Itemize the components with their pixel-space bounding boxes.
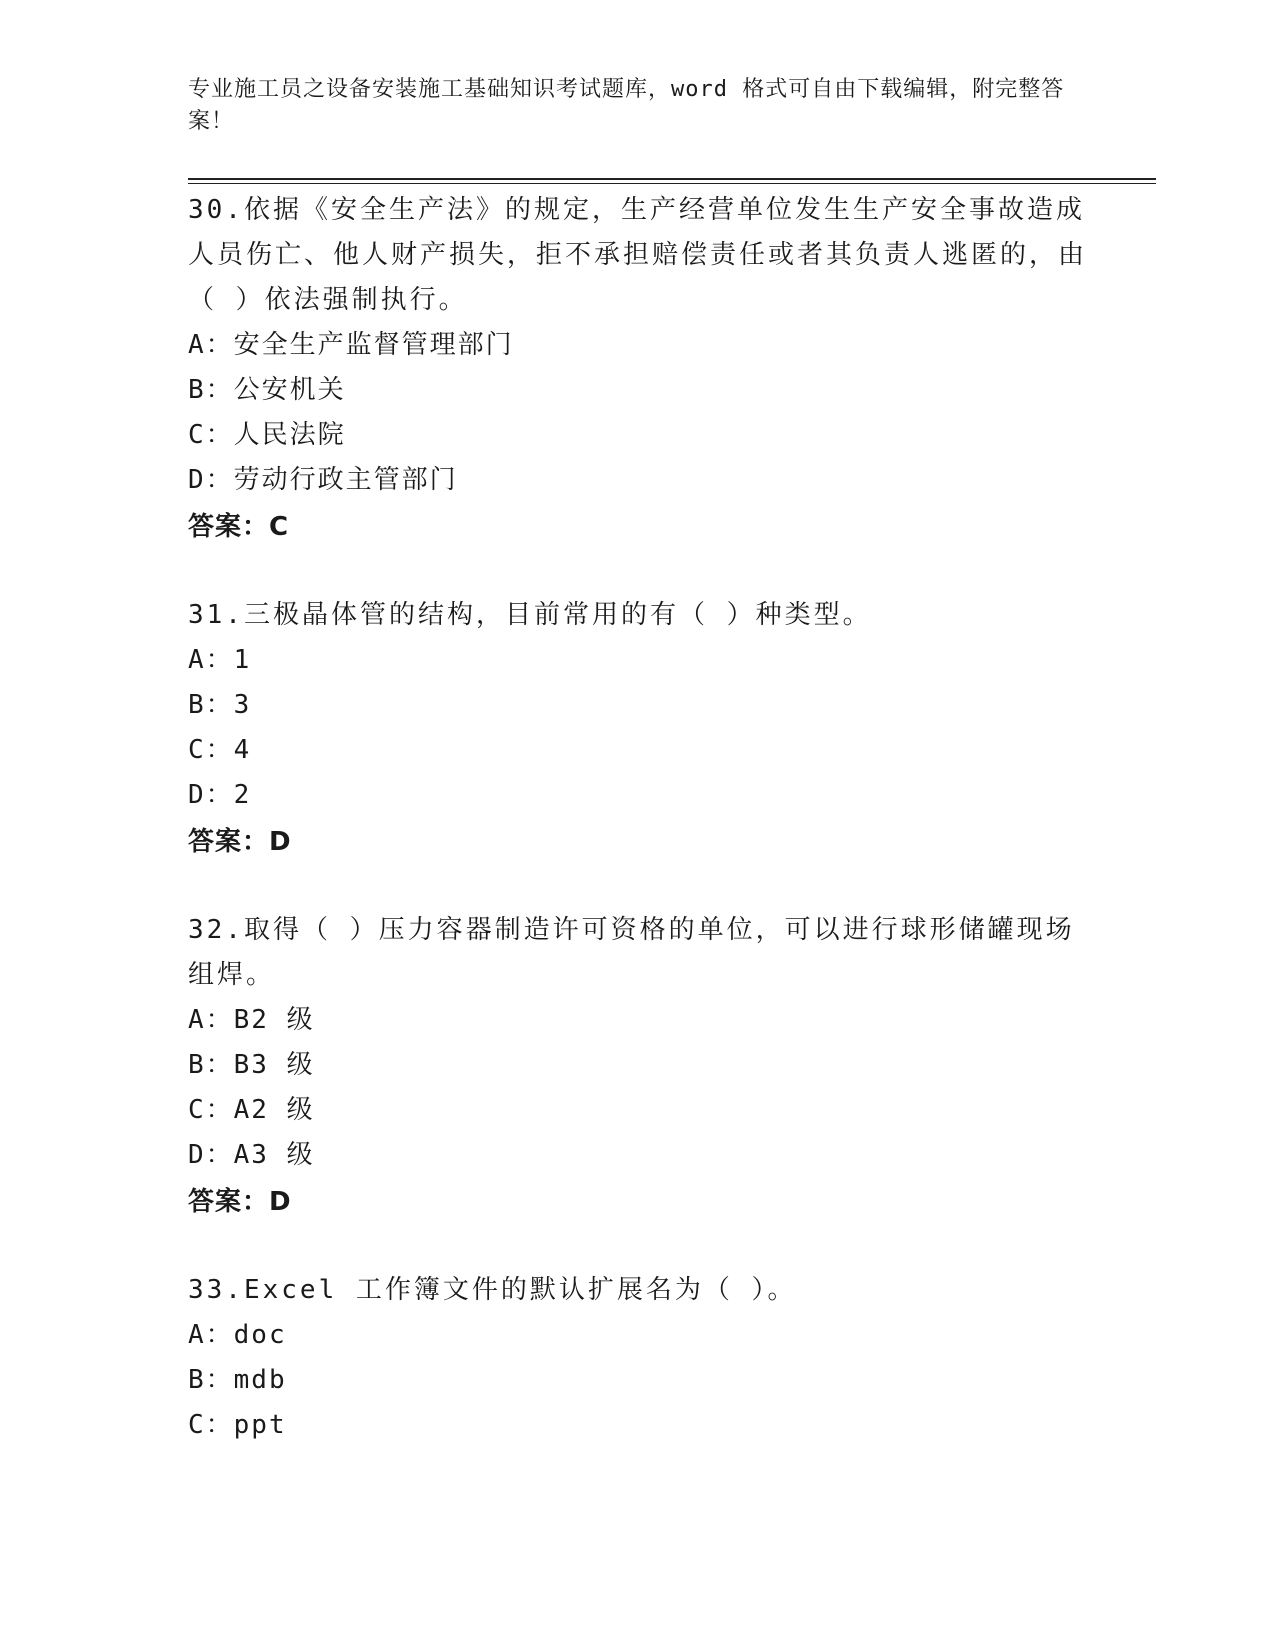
answer: 答案：D	[188, 827, 292, 857]
question-list	[188, 188, 1088, 1490]
question-33	[188, 1268, 1088, 1448]
option-label: A：	[188, 330, 234, 360]
option-text: 劳动行政主管部门	[233, 465, 458, 495]
question-text: 32.取得（ ）压力容器制造许可资格的单位，可以进行球形储罐现场组焊。	[188, 915, 1075, 990]
option-c	[188, 728, 1088, 773]
answer: 答案：D	[188, 1187, 292, 1217]
option-label: D：	[188, 1140, 234, 1170]
option-a	[188, 1313, 1088, 1358]
option-label: C：	[188, 420, 234, 450]
option-label: C：	[188, 1095, 234, 1125]
question-30	[188, 188, 1088, 551]
option-b	[188, 368, 1088, 413]
header-divider-thin	[188, 183, 1156, 184]
option-text: mdb	[233, 1365, 287, 1395]
option-b	[188, 1043, 1088, 1088]
option-text: 1	[233, 645, 252, 675]
option-text: B2 级	[233, 1005, 315, 1035]
question-text: 33.Excel 工作簿文件的默认扩展名为（ ）。	[188, 1275, 797, 1305]
option-c	[188, 1088, 1088, 1133]
option-d	[188, 1133, 1088, 1178]
option-label: A：	[188, 1005, 234, 1035]
header-divider-thick	[188, 178, 1156, 180]
option-a	[188, 323, 1088, 368]
option-text: 4	[233, 735, 252, 765]
option-label: A：	[188, 1320, 234, 1350]
option-label: B：	[188, 690, 234, 720]
option-a	[188, 998, 1088, 1043]
option-d	[188, 458, 1088, 503]
option-text: ppt	[233, 1410, 287, 1440]
option-a	[188, 638, 1088, 683]
option-label: C：	[188, 735, 234, 765]
option-b	[188, 683, 1088, 728]
option-text: doc	[233, 1320, 287, 1350]
option-c	[188, 413, 1088, 458]
option-label: D：	[188, 465, 234, 495]
question-32	[188, 908, 1088, 1226]
question-text: 31.三极晶体管的结构，目前常用的有（ ）种类型。	[188, 600, 872, 630]
option-label: D：	[188, 780, 234, 810]
answer: 答案：C	[188, 512, 290, 542]
option-label: A：	[188, 645, 234, 675]
option-label: B：	[188, 1050, 234, 1080]
option-text: 人民法院	[233, 420, 346, 450]
option-text: 2	[233, 780, 252, 810]
option-text: 3	[233, 690, 252, 720]
option-label: B：	[188, 1365, 234, 1395]
option-text: A3 级	[233, 1140, 315, 1170]
question-31	[188, 593, 1088, 866]
option-text: 安全生产监督管理部门	[233, 330, 514, 360]
option-d	[188, 773, 1088, 818]
question-text: 30.依据《安全生产法》的规定，生产经营单位发生生产安全事故造成人员伤亡、他人财产损失，拒不承担赔偿责任或者其负责人逃匿的，由（ ）依法强制执行。	[188, 195, 1088, 315]
option-c	[188, 1403, 1088, 1448]
option-label: B：	[188, 375, 234, 405]
option-text: A2 级	[233, 1095, 315, 1125]
option-text: B3 级	[233, 1050, 315, 1080]
option-text: 公安机关	[233, 375, 346, 405]
option-label: C：	[188, 1410, 234, 1440]
option-b	[188, 1358, 1088, 1403]
document-header: 专业施工员之设备安装施工基础知识考试题库，word 格式可自由下载编辑，附完整答案！	[188, 77, 1065, 134]
